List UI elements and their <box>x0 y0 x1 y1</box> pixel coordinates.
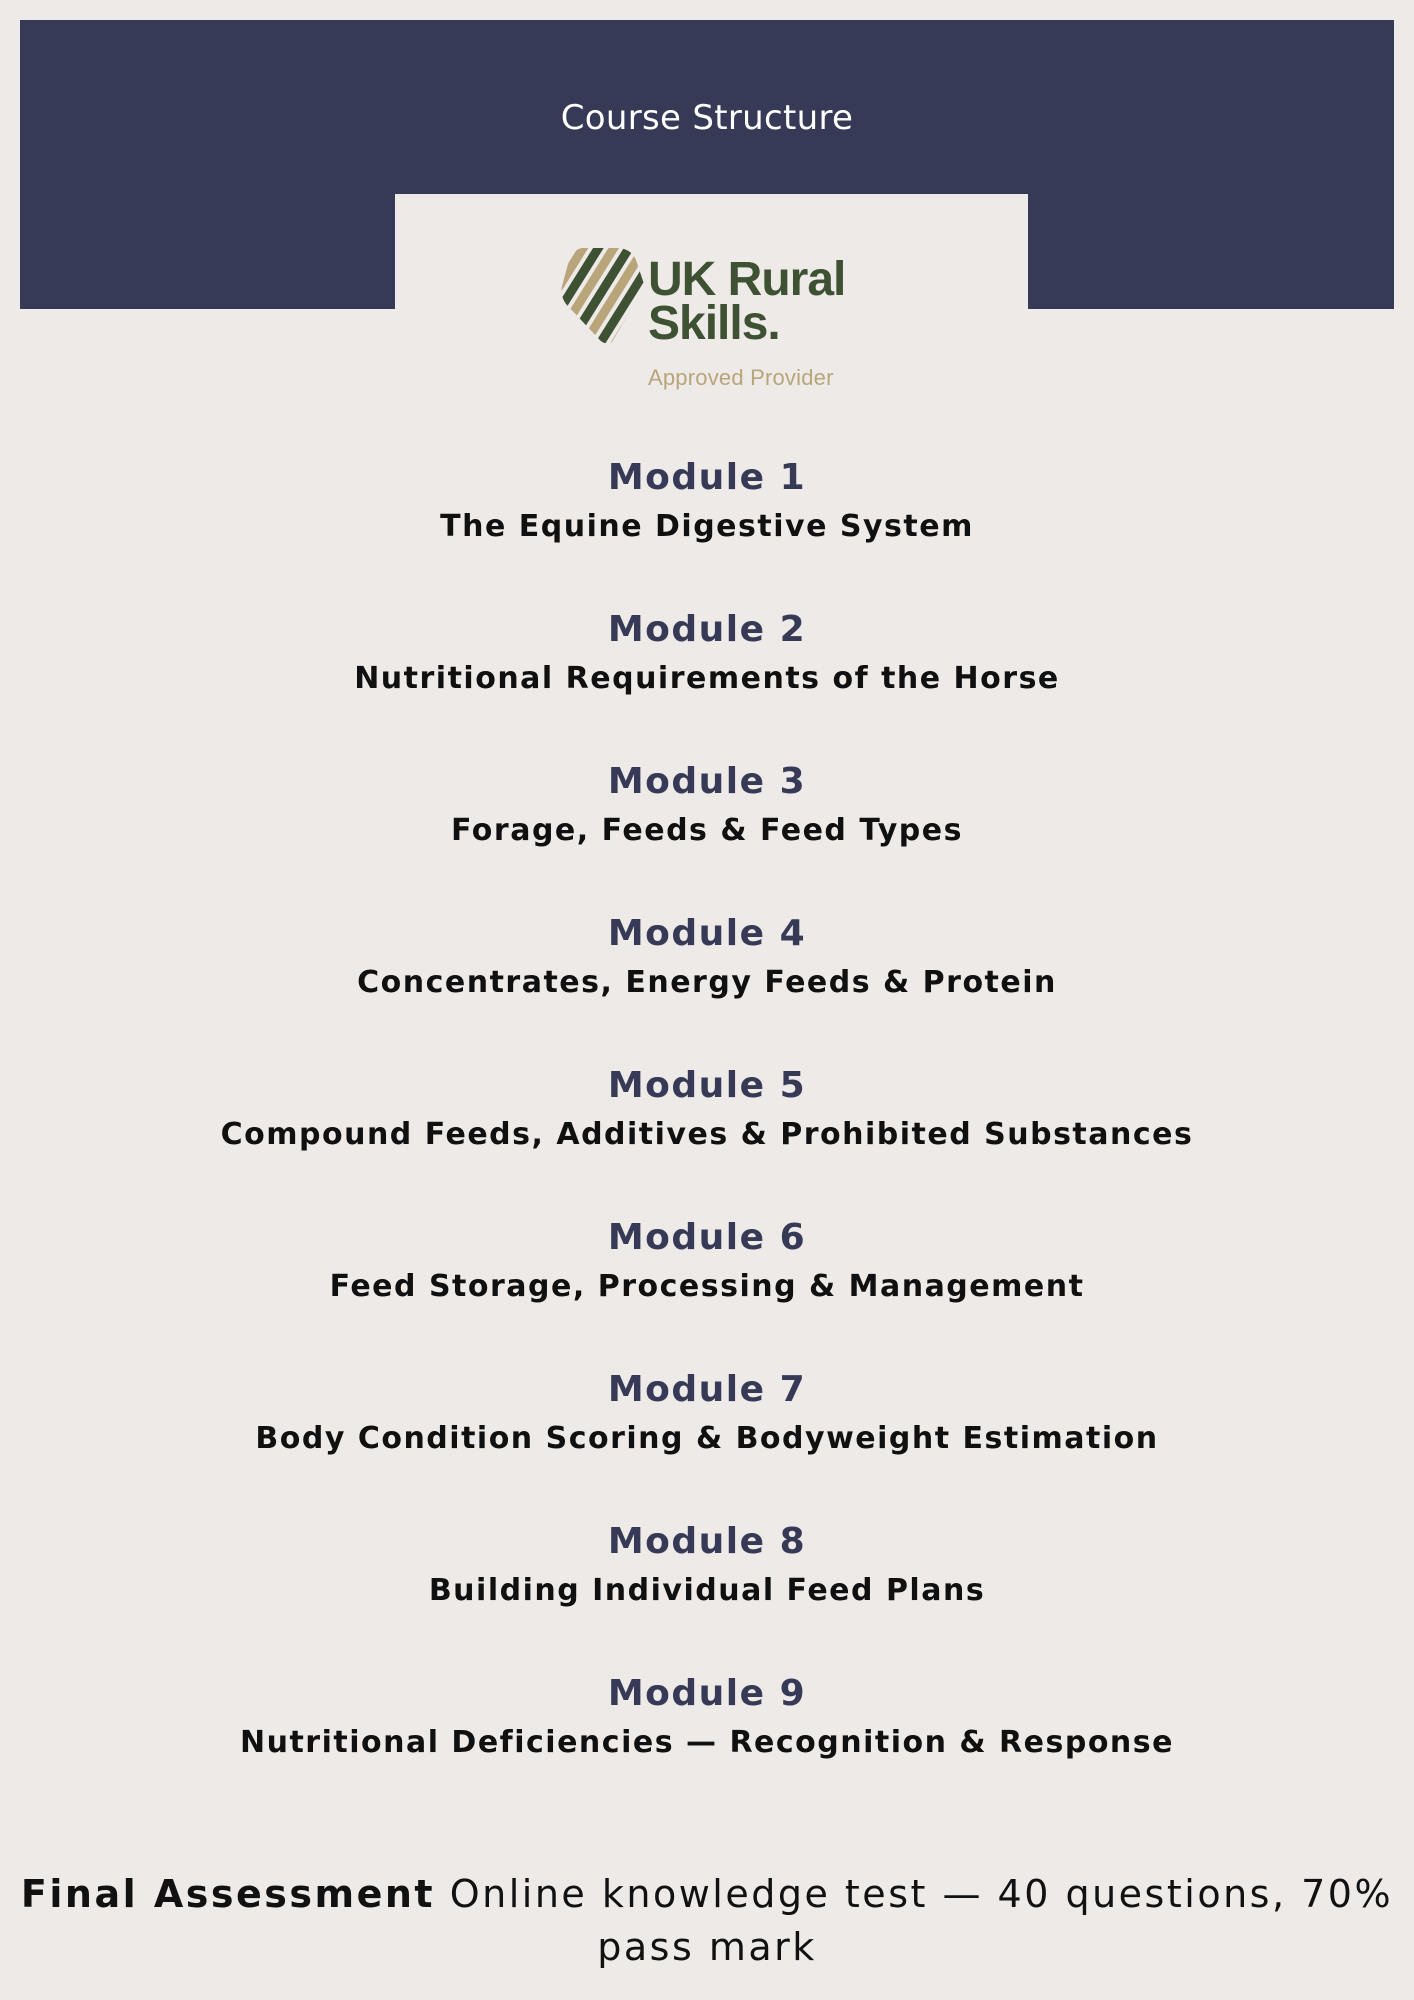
module-title: Concentrates, Energy Feeds & Protein <box>357 965 1057 1000</box>
module-item <box>0 1060 1414 1212</box>
module-title: The Equine Digestive System <box>440 509 974 544</box>
logo-line-1: UK Rural <box>648 253 846 306</box>
module-title: Body Condition Scoring & Bodyweight Estimation <box>255 1421 1159 1456</box>
module-item <box>0 452 1414 604</box>
module-item <box>0 1212 1414 1364</box>
module-item <box>0 756 1414 908</box>
final-assessment-text: Online knowledge test — 40 questions, 70% pass mark <box>449 1872 1394 1969</box>
module-item <box>0 1516 1414 1668</box>
module-item <box>0 908 1414 1060</box>
module-number: Module 8 <box>607 1521 807 1562</box>
module-number: Module 3 <box>607 761 807 802</box>
module-item <box>0 1364 1414 1516</box>
module-number: Module 1 <box>607 457 807 498</box>
module-number: Module 2 <box>607 609 807 650</box>
page-title: Course Structure <box>560 98 854 138</box>
logo-tagline: Approved Provider <box>648 365 834 390</box>
module-item <box>0 1668 1414 1820</box>
module-title: Compound Feeds, Additives & Prohibited Substances <box>220 1117 1194 1152</box>
logo-wordmark <box>648 253 846 350</box>
module-title: Building Individual Feed Plans <box>428 1573 986 1608</box>
module-number: Module 9 <box>607 1673 807 1714</box>
module-list <box>0 452 1414 1820</box>
module-item <box>0 604 1414 756</box>
final-assessment-label: Final Assessment <box>20 1872 436 1916</box>
module-title: Nutritional Deficiencies — Recognition & Response <box>239 1725 1174 1760</box>
final-assessment <box>20 1868 1394 1974</box>
striped-leaf-logo-icon <box>560 246 644 346</box>
module-number: Module 6 <box>607 1217 807 1258</box>
module-number: Module 7 <box>607 1369 807 1410</box>
logo-line-2: Skills. <box>648 297 780 350</box>
module-title: Forage, Feeds & Feed Types <box>451 813 963 848</box>
module-title: Feed Storage, Processing & Management <box>329 1269 1085 1304</box>
module-number: Module 5 <box>607 1065 807 1106</box>
module-title: Nutritional Requirements of the Horse <box>354 661 1060 696</box>
module-number: Module 4 <box>607 913 807 954</box>
uk-rural-skills-logo <box>560 244 860 394</box>
